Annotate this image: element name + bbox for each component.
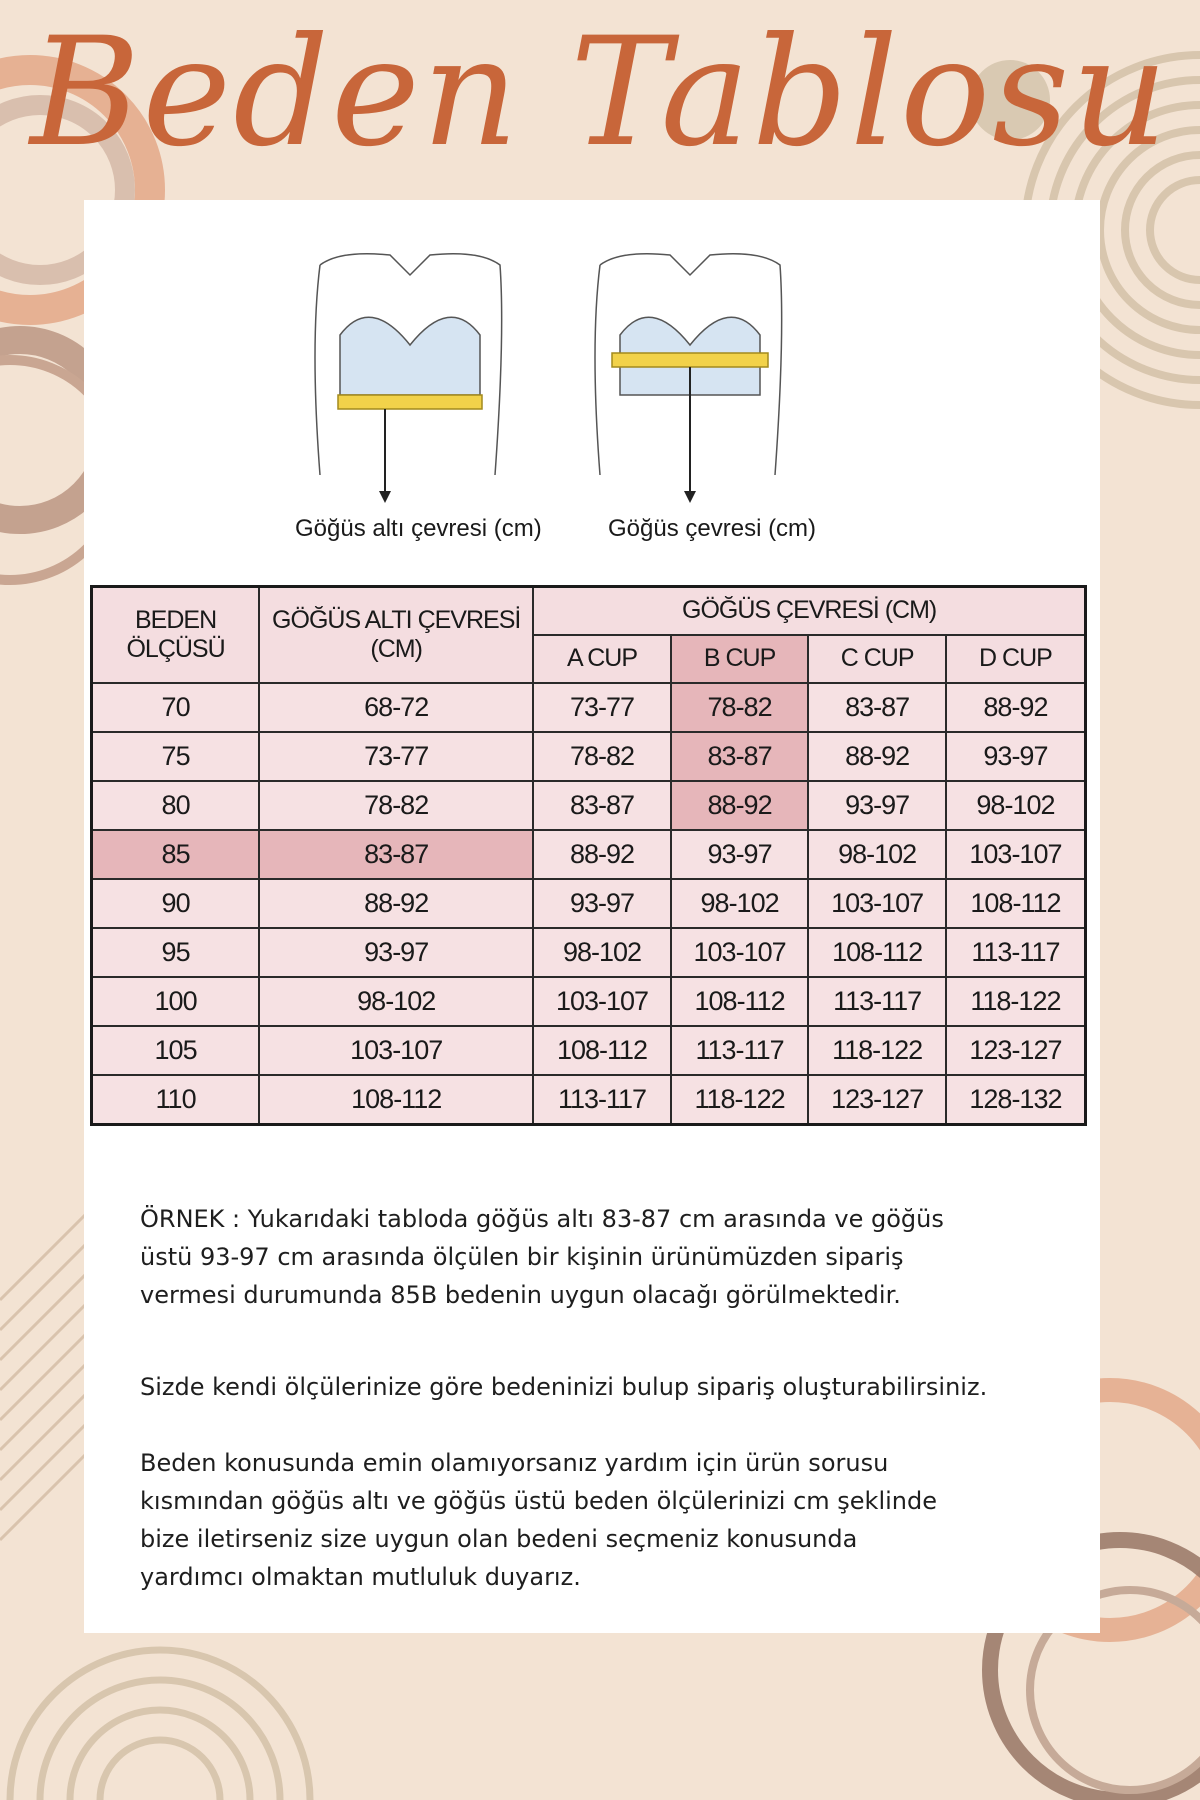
table-cell-size: 110 — [92, 1075, 260, 1125]
table-row — [92, 928, 1086, 977]
table-cell-under: 108-112 — [259, 1075, 533, 1125]
table-cell-b: 113-117 — [671, 1026, 809, 1075]
table-cell-size: 100 — [92, 977, 260, 1026]
table-cell-under: 103-107 — [259, 1026, 533, 1075]
table-cell-c: 103-107 — [808, 879, 946, 928]
underbust-caption: Göğüs altı çevresi (cm) — [295, 515, 542, 542]
header-cup-d: D CUP — [946, 635, 1086, 683]
measurement-illustration — [300, 245, 860, 545]
table-cell-d: 113-117 — [946, 928, 1086, 977]
table-cell-d: 93-97 — [946, 732, 1086, 781]
bust-figure — [595, 254, 782, 503]
table-cell-a: 93-97 — [533, 879, 671, 928]
table-cell-c: 123-127 — [808, 1075, 946, 1125]
table-cell-under: 78-82 — [259, 781, 533, 830]
table-cell-a: 113-117 — [533, 1075, 671, 1125]
header-cup-a: A CUP — [533, 635, 671, 683]
table-cell-under: 93-97 — [259, 928, 533, 977]
table-cell-d: 88-92 — [946, 683, 1086, 732]
table-cell-c: 88-92 — [808, 732, 946, 781]
table-cell-a: 103-107 — [533, 977, 671, 1026]
note-line: vermesi durumunda 85B bedenin uygun olacağı görülmektedir. — [140, 1281, 901, 1309]
table-cell-under: 88-92 — [259, 879, 533, 928]
table-cell-b: 78-82 — [671, 683, 809, 732]
table-cell-under: 73-77 — [259, 732, 533, 781]
table-cell-under: 98-102 — [259, 977, 533, 1026]
table-cell-b: 108-112 — [671, 977, 809, 1026]
table-row — [92, 879, 1086, 928]
note-line: ÖRNEK : Yukarıdaki tabloda göğüs altı 83-87 cm arasında ve göğüs — [140, 1205, 944, 1233]
table-cell-b: 88-92 — [671, 781, 809, 830]
table-row — [92, 1075, 1086, 1125]
table-cell-a: 108-112 — [533, 1026, 671, 1075]
table-cell-d: 118-122 — [946, 977, 1086, 1026]
table-cell-c: 83-87 — [808, 683, 946, 732]
table-cell-c: 93-97 — [808, 781, 946, 830]
header-size: BEDEN ÖLÇÜSÜ — [92, 587, 260, 683]
note-line: bize iletirseniz size uygun olan bedeni seçmeniz konusunda — [140, 1525, 858, 1553]
table-cell-c: 118-122 — [808, 1026, 946, 1075]
table-cell-a: 88-92 — [533, 830, 671, 879]
bust-caption: Göğüs çevresi (cm) — [608, 515, 817, 542]
table-cell-size: 90 — [92, 879, 260, 928]
self-note — [140, 1368, 1060, 1406]
note-line: üstü 93-97 cm arasında ölçülen bir kişinin ürünümüzden sipariş — [140, 1243, 904, 1271]
underbust-figure — [315, 254, 502, 503]
note-line: Sizde kendi ölçülerinize göre bedeninizi bulup sipariş oluşturabilirsiniz. — [140, 1373, 988, 1401]
table-cell-d: 98-102 — [946, 781, 1086, 830]
table-cell-b: 83-87 — [671, 732, 809, 781]
table-row — [92, 977, 1086, 1026]
table-cell-c: 108-112 — [808, 928, 946, 977]
header-cup-b: B CUP — [671, 635, 809, 683]
table-cell-a: 98-102 — [533, 928, 671, 977]
header-cup-c: C CUP — [808, 635, 946, 683]
table-cell-under: 83-87 — [259, 830, 533, 879]
table-cell-b: 118-122 — [671, 1075, 809, 1125]
table-row — [92, 732, 1086, 781]
page-title: Beden Tablosu — [30, 6, 1170, 180]
table-cell-size: 105 — [92, 1026, 260, 1075]
table-cell-size: 80 — [92, 781, 260, 830]
help-note — [140, 1444, 1060, 1596]
arc-rings-bottom-left — [10, 1650, 310, 1800]
table-cell-c: 98-102 — [808, 830, 946, 879]
note-line: Beden konusunda emin olamıyorsanız yardım için ürün sorusu — [140, 1449, 889, 1477]
table-cell-d: 108-112 — [946, 879, 1086, 928]
table-cell-a: 73-77 — [533, 683, 671, 732]
table-cell-size: 75 — [92, 732, 260, 781]
example-note — [140, 1200, 1060, 1314]
table-cell-d: 103-107 — [946, 830, 1086, 879]
header-underbust: GÖĞÜS ALTI ÇEVRESİ (CM) — [259, 587, 533, 683]
table-row — [92, 683, 1086, 732]
table-cell-c: 113-117 — [808, 977, 946, 1026]
table-cell-size: 85 — [92, 830, 260, 879]
table-cell-b: 98-102 — [671, 879, 809, 928]
table-cell-d: 128-132 — [946, 1075, 1086, 1125]
table-row — [92, 781, 1086, 830]
table-cell-a: 83-87 — [533, 781, 671, 830]
table-cell-d: 123-127 — [946, 1026, 1086, 1075]
table-row — [92, 830, 1086, 879]
table-cell-b: 93-97 — [671, 830, 809, 879]
note-line: kısmından göğüs altı ve göğüs üstü beden ölçülerinizi cm şeklinde — [140, 1487, 938, 1515]
table-row — [92, 1026, 1086, 1075]
size-table — [90, 585, 1087, 1126]
header-bust-group: GÖĞÜS ÇEVRESİ (CM) — [533, 587, 1085, 635]
table-cell-under: 68-72 — [259, 683, 533, 732]
table-cell-b: 103-107 — [671, 928, 809, 977]
note-line: yardımcı olmaktan mutluluk duyarız. — [140, 1563, 581, 1591]
table-cell-size: 95 — [92, 928, 260, 977]
table-cell-size: 70 — [92, 683, 260, 732]
table-cell-a: 78-82 — [533, 732, 671, 781]
